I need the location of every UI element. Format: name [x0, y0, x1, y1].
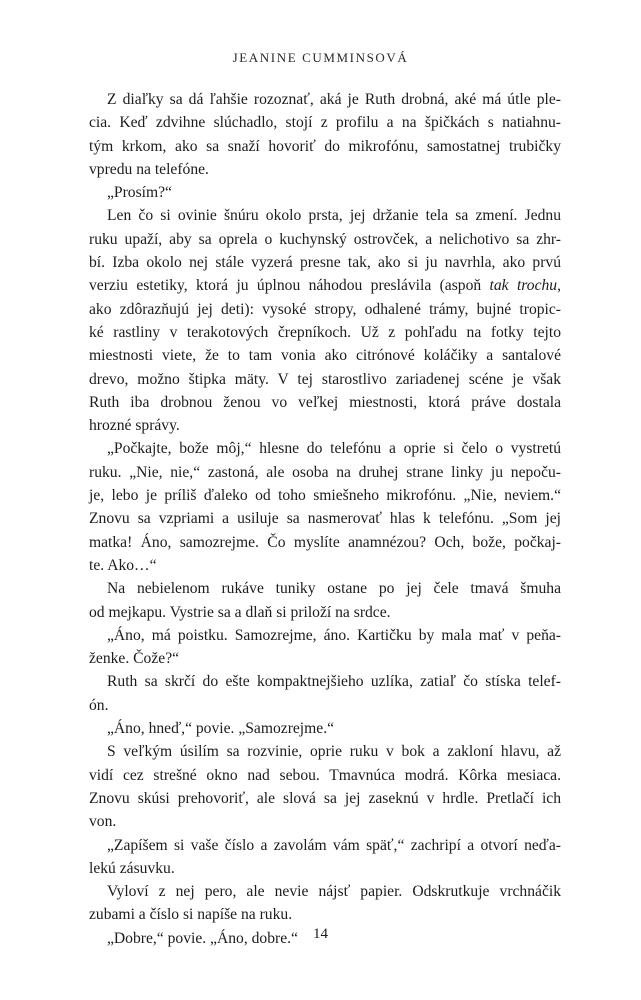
- text-line: von.: [89, 813, 117, 831]
- text-line: vpredu na telefóne.: [89, 160, 209, 178]
- page-number: 14: [313, 926, 328, 942]
- paragraph-3: [89, 204, 561, 437]
- text-line: „Áno, hneď,“ povie. „Samozrejme.“: [107, 720, 335, 738]
- text-line: Znovu sa vzpriami a usiluje sa nasmerovať hlas k telefónu. „Som jej: [89, 510, 561, 528]
- paragraph-10: [89, 834, 561, 881]
- text-line: Na nebielenom rukáve tuniky ostane po jej čele tmavá šmuha: [107, 580, 561, 598]
- text-line: S veľkým úsilím sa rozvinie, oprie ruku v bok a zakloní hlavu, až: [107, 743, 561, 761]
- text-line: matka! Áno, samozrejme. Čo myslíte anamnézou? Och, bože, počkaj-: [89, 533, 561, 551]
- paragraph-6: [89, 624, 561, 671]
- text-line: Z diaľky sa dá ľahšie rozoznať, aká je Ruth drobná, aké má útle ple-: [107, 91, 561, 108]
- paragraph-11: [89, 880, 561, 927]
- text-line: ón.: [89, 696, 109, 714]
- text-line: od mejkapu. Vystrie sa a dlaň si priloží na srdce.: [89, 603, 391, 621]
- text-line: Len čo si ovinie šnúru okolo prsta, jej držanie tela sa zmení. Jednu: [107, 207, 561, 225]
- text-line: „Zapíšem si vaše číslo a zavolám vám späť,“ zachripí a otvorí neďa-: [107, 836, 561, 854]
- text-line: cia. Keď zdvihne slúchadlo, stojí z profilu a na špičkách s natiahnu-: [89, 114, 561, 132]
- text-line: „Prosím?“: [107, 184, 172, 202]
- paragraph-7: [89, 670, 561, 717]
- text-line: Znovu skúsi prehovoriť, ale slová sa jej zaseknú v hrdle. Pretlačí ich: [89, 789, 561, 807]
- text-line: Ruth iba drobnou ženou vo veľkej miestnosti, ktorá práve dostala: [89, 393, 561, 411]
- text-line: je, lebo je príliš ďaleko od toho smiešneho mikrofónu. „Nie, neviem.“: [89, 487, 561, 505]
- paragraph-8: [89, 717, 561, 740]
- text-line: „Počkajte, bože môj,“ hlesne do telefónu a oprie si čelo o vystretú: [107, 440, 561, 458]
- text-line: tým krkom, ako sa snaží hovoriť do mikrofónu, samostatnej trubičky: [89, 137, 561, 155]
- paragraph-2: [89, 181, 561, 204]
- text-line: te. Ako…“: [89, 556, 157, 574]
- paragraph-5: [89, 577, 561, 624]
- text-line: ako zdôrazňujú jej deti): vysoké stropy, odhalené trámy, bujné tropic-: [89, 300, 561, 318]
- text-line: „Áno, má poistku. Samozrejme, áno. Kartičku by mala mať v peňa-: [107, 626, 561, 644]
- text-line: ruku. „Nie, nie,“ zastoná, ale osoba na druhej strane linky ju nepoču-: [89, 463, 561, 481]
- text-line-with-italic: verziu estetiky, ktorá ju úplnou náhodou preslávila (aspoň tak trochu,: [89, 277, 561, 295]
- text-line: hrozné správy.: [89, 417, 180, 435]
- text-line: drevo, možno štipka mäty. V tej starostlivo zariadenej scéne je však: [89, 370, 561, 388]
- text-line: „Dobre,“ povie. „Áno, dobre.“: [107, 929, 298, 947]
- text-line: miestnosti viete, že to tam vonia ako citrónové koláčiky a santalové: [89, 347, 561, 365]
- text-line: bí. Izba okolo nej stále vyzerá presne tak, ako si ju navrhla, ako prvú: [89, 254, 561, 272]
- paragraph-9: [89, 740, 561, 833]
- paragraph-4: [89, 437, 561, 577]
- text-line: ké rastliny v terakotových črepníkoch. Už z pohľadu na fotky tejto: [89, 323, 561, 341]
- text-line: vidí cez strešné okno nad sebou. Tmavnúca modrá. Kôrka mesiaca.: [89, 766, 561, 784]
- text-line: zubami a číslo si napíše na ruku.: [89, 906, 293, 924]
- paragraph-1: [89, 88, 561, 181]
- running-head: JEANINE CUMMINSOVÁ: [232, 50, 409, 65]
- text-line: Vyloví z nej pero, ale nevie nájsť papier. Odskrutkuje vrchnáčik: [107, 883, 561, 901]
- text-line: ženke. Čože?“: [89, 650, 180, 668]
- text-line: lekú zásuvku.: [89, 859, 175, 877]
- text-line: Ruth sa skrčí do ešte kompaktnejšieho uzlíka, zatiaľ čo stíska telef-: [107, 673, 561, 691]
- text-line: ruku upaží, aby sa oprela o kuchynský ostrovček, a nelichotivo sa zhr-: [89, 230, 561, 248]
- body-text: [89, 88, 561, 950]
